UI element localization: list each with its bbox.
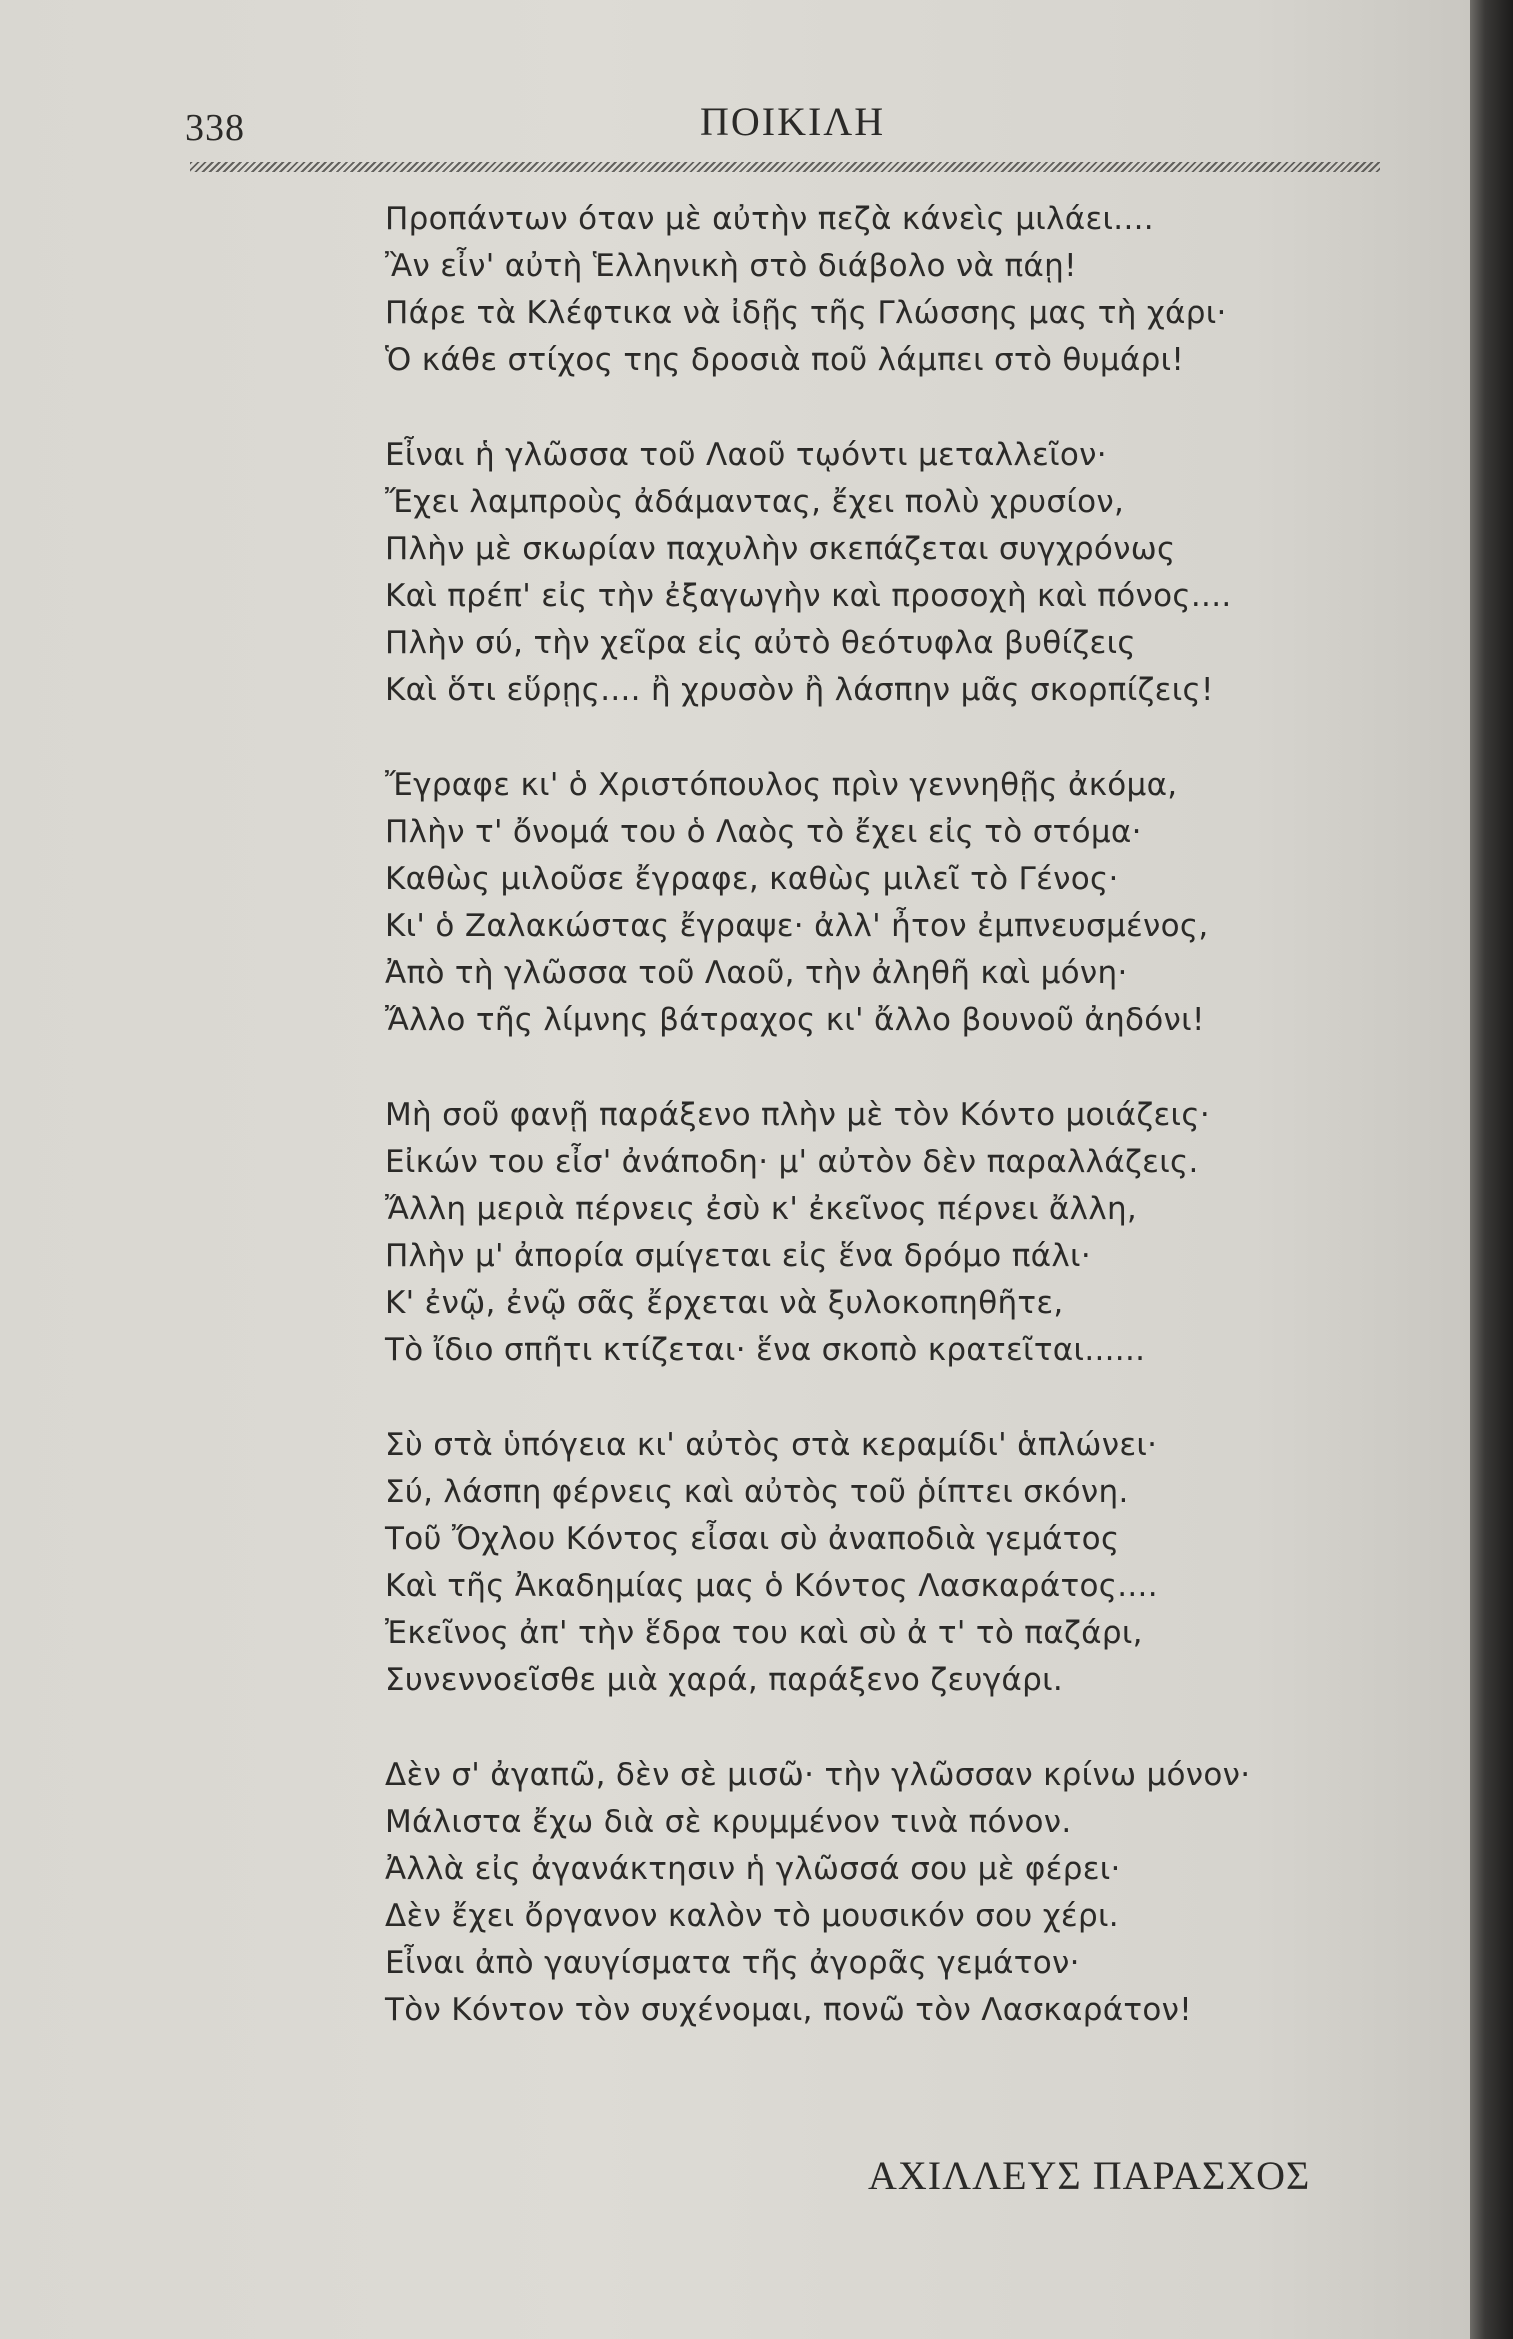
poem-line: Κ' ἐνῷ, ἐνῷ σᾶς ἔρχεται νὰ ξυλοκοπηθῆτε, (385, 1285, 1064, 1321)
poem-line: Ἀπὸ τὴ γλῶσσα τοῦ Λαοῦ, τὴν ἀληθῆ καὶ μόνη· (385, 955, 1128, 991)
stanza (385, 1752, 1385, 2034)
poem-line: Δὲν σ' ἀγαπῶ, δὲν σὲ μισῶ· τὴν γλῶσσαν κρίνω μόνον· (385, 1757, 1251, 1793)
poem-line: Εἰκών του εἶσ' ἀνάποδη· μ' αὐτὸν δὲν παραλλάζεις. (385, 1144, 1199, 1180)
poem-line: Πλὴν τ' ὄνομά του ὁ Λαὸς τὸ ἔχει εἰς τὸ στόμα· (385, 814, 1142, 850)
poem-line: Πλὴν μ' ἀπορία σμίγεται εἰς ἕνα δρόμο πάλι· (385, 1238, 1091, 1274)
poem-line: Εἶναι ἀπὸ γαυγίσματα τῆς ἀγορᾶς γεμάτον· (385, 1945, 1080, 1981)
poem (385, 196, 1385, 2082)
poem-line: Ἔγραφε κι' ὁ Χριστόπουλος πρὶν γεννηθῇς ἀκόμα, (385, 767, 1178, 803)
poem-line: Τοῦ Ὄχλου Κόντος εἶσαι σὺ ἀναποδιὰ γεμάτος (385, 1521, 1120, 1557)
poem-line: Ἐκεῖνος ἀπ' τὴν ἕδρα του καὶ σὺ ἀ τ' τὸ παζάρι, (385, 1615, 1143, 1651)
poem-line: Ὁ κάθε στίχος της δροσιὰ ποῦ λάμπει στὸ θυμάρι! (385, 342, 1185, 378)
poem-line: Ἄλλο τῆς λίμνης βάτραχος κι' ἄλλο βουνοῦ ἀηδόνι! (385, 1002, 1205, 1038)
stanza (385, 1092, 1385, 1374)
poem-line: Μάλιστα ἔχω διὰ σὲ κρυμμένον τινὰ πόνον. (385, 1804, 1072, 1840)
page-header (185, 92, 1385, 152)
poem-line: Συνεννοεῖσθε μιὰ χαρά, παράξενο ζευγάρι. (385, 1662, 1064, 1698)
stanza (385, 1422, 1385, 1704)
author-signature: ΑΧΙΛΛΕΥΣ ΠΑΡΑΣΧΟΣ (868, 2153, 1311, 2198)
poem-line: Σύ, λάσπη φέρνεις καὶ αὐτὸς τοῦ ῥίπτει σκόνη. (385, 1474, 1129, 1510)
poem-line: Τὸν Κόντον τὸν συχένομαι, πονῶ τὸν Λασκαράτον! (385, 1992, 1193, 2028)
poem-line: Μὴ σοῦ φανῇ παράξενο πλὴν μὲ τὸν Κόντο μοιάζεις· (385, 1097, 1210, 1133)
poem-line: Καὶ πρέπ' εἰς τὴν ἐξαγωγὴν καὶ προσοχὴ καὶ πόνος.... (385, 578, 1232, 614)
poem-line: Καὶ ὅτι εὕρῃς.... ἢ χρυσὸν ἢ λάσπην μᾶς σκορπίζεις! (385, 672, 1214, 708)
poem-line: Ἀλλὰ εἰς ἀγανάκτησιν ἡ γλῶσσά σου μὲ φέρει· (385, 1851, 1121, 1887)
poem-line: Σὺ στὰ ὑπόγεια κι' αὐτὸς στὰ κεραμίδι' ἁπλώνει· (385, 1427, 1158, 1463)
poem-line: Καὶ τῆς Ἀκαδημίας μας ὁ Κόντος Λασκαράτος.... (385, 1568, 1158, 1604)
poem-line: Πλὴν σύ, τὴν χεῖρα εἰς αὐτὸ θεότυφλα βυθίζεις (385, 625, 1136, 661)
stanza (385, 432, 1385, 714)
running-title: ΠΟΙΚΙΛΗ (700, 99, 886, 144)
poem-line: Πλὴν μὲ σκωρίαν παχυλὴν σκεπάζεται συγχρόνως (385, 531, 1176, 567)
poem-line: Καθὼς μιλοῦσε ἔγραφε, καθὼς μιλεῖ τὸ Γένος· (385, 861, 1119, 897)
stanza (385, 196, 1385, 384)
poem-line: Δὲν ἔχει ὄργανον καλὸν τὸ μουσικόν σου χέρι. (385, 1898, 1119, 1934)
poem-line: Ἄλλη μεριὰ πέρνεις ἐσὺ κ' ἐκεῖνος πέρνει ἄλλη, (385, 1191, 1138, 1227)
poem-line: Πάρε τὰ Κλέφτικα νὰ ἰδῇς τῆς Γλώσσης μας τὴ χάρι· (385, 295, 1227, 331)
poem-line: Προπάντων όταν μὲ αὐτὴν πεζὰ κάνεὶς μιλάει.... (385, 201, 1154, 237)
poem-line: Τὸ ἴδιο σπῆτι κτίζεται· ἕνα σκοπὸ κρατεῖται...... (385, 1332, 1146, 1368)
stanza (385, 762, 1385, 1044)
poem-line: Ἂν εἶν' αὐτὴ Ἑλληνικὴ στὸ διάβολο νὰ πάῃ! (385, 248, 1077, 284)
page-binding-edge (1470, 0, 1513, 2339)
header-rule (190, 162, 1380, 172)
poem-line: Εἶναι ἡ γλῶσσα τοῦ Λαοῦ τῳόντι μεταλλεῖον· (385, 437, 1107, 473)
poem-line: Κι' ὁ Ζαλακώστας ἔγραψε· ἀλλ' ἦτον ἐμπνευσμένος, (385, 908, 1209, 944)
page-number: 338 (185, 107, 245, 149)
poem-line: Ἔχει λαμπροὺς ἀδάμαντας, ἔχει πολὺ χρυσίον, (385, 484, 1125, 520)
